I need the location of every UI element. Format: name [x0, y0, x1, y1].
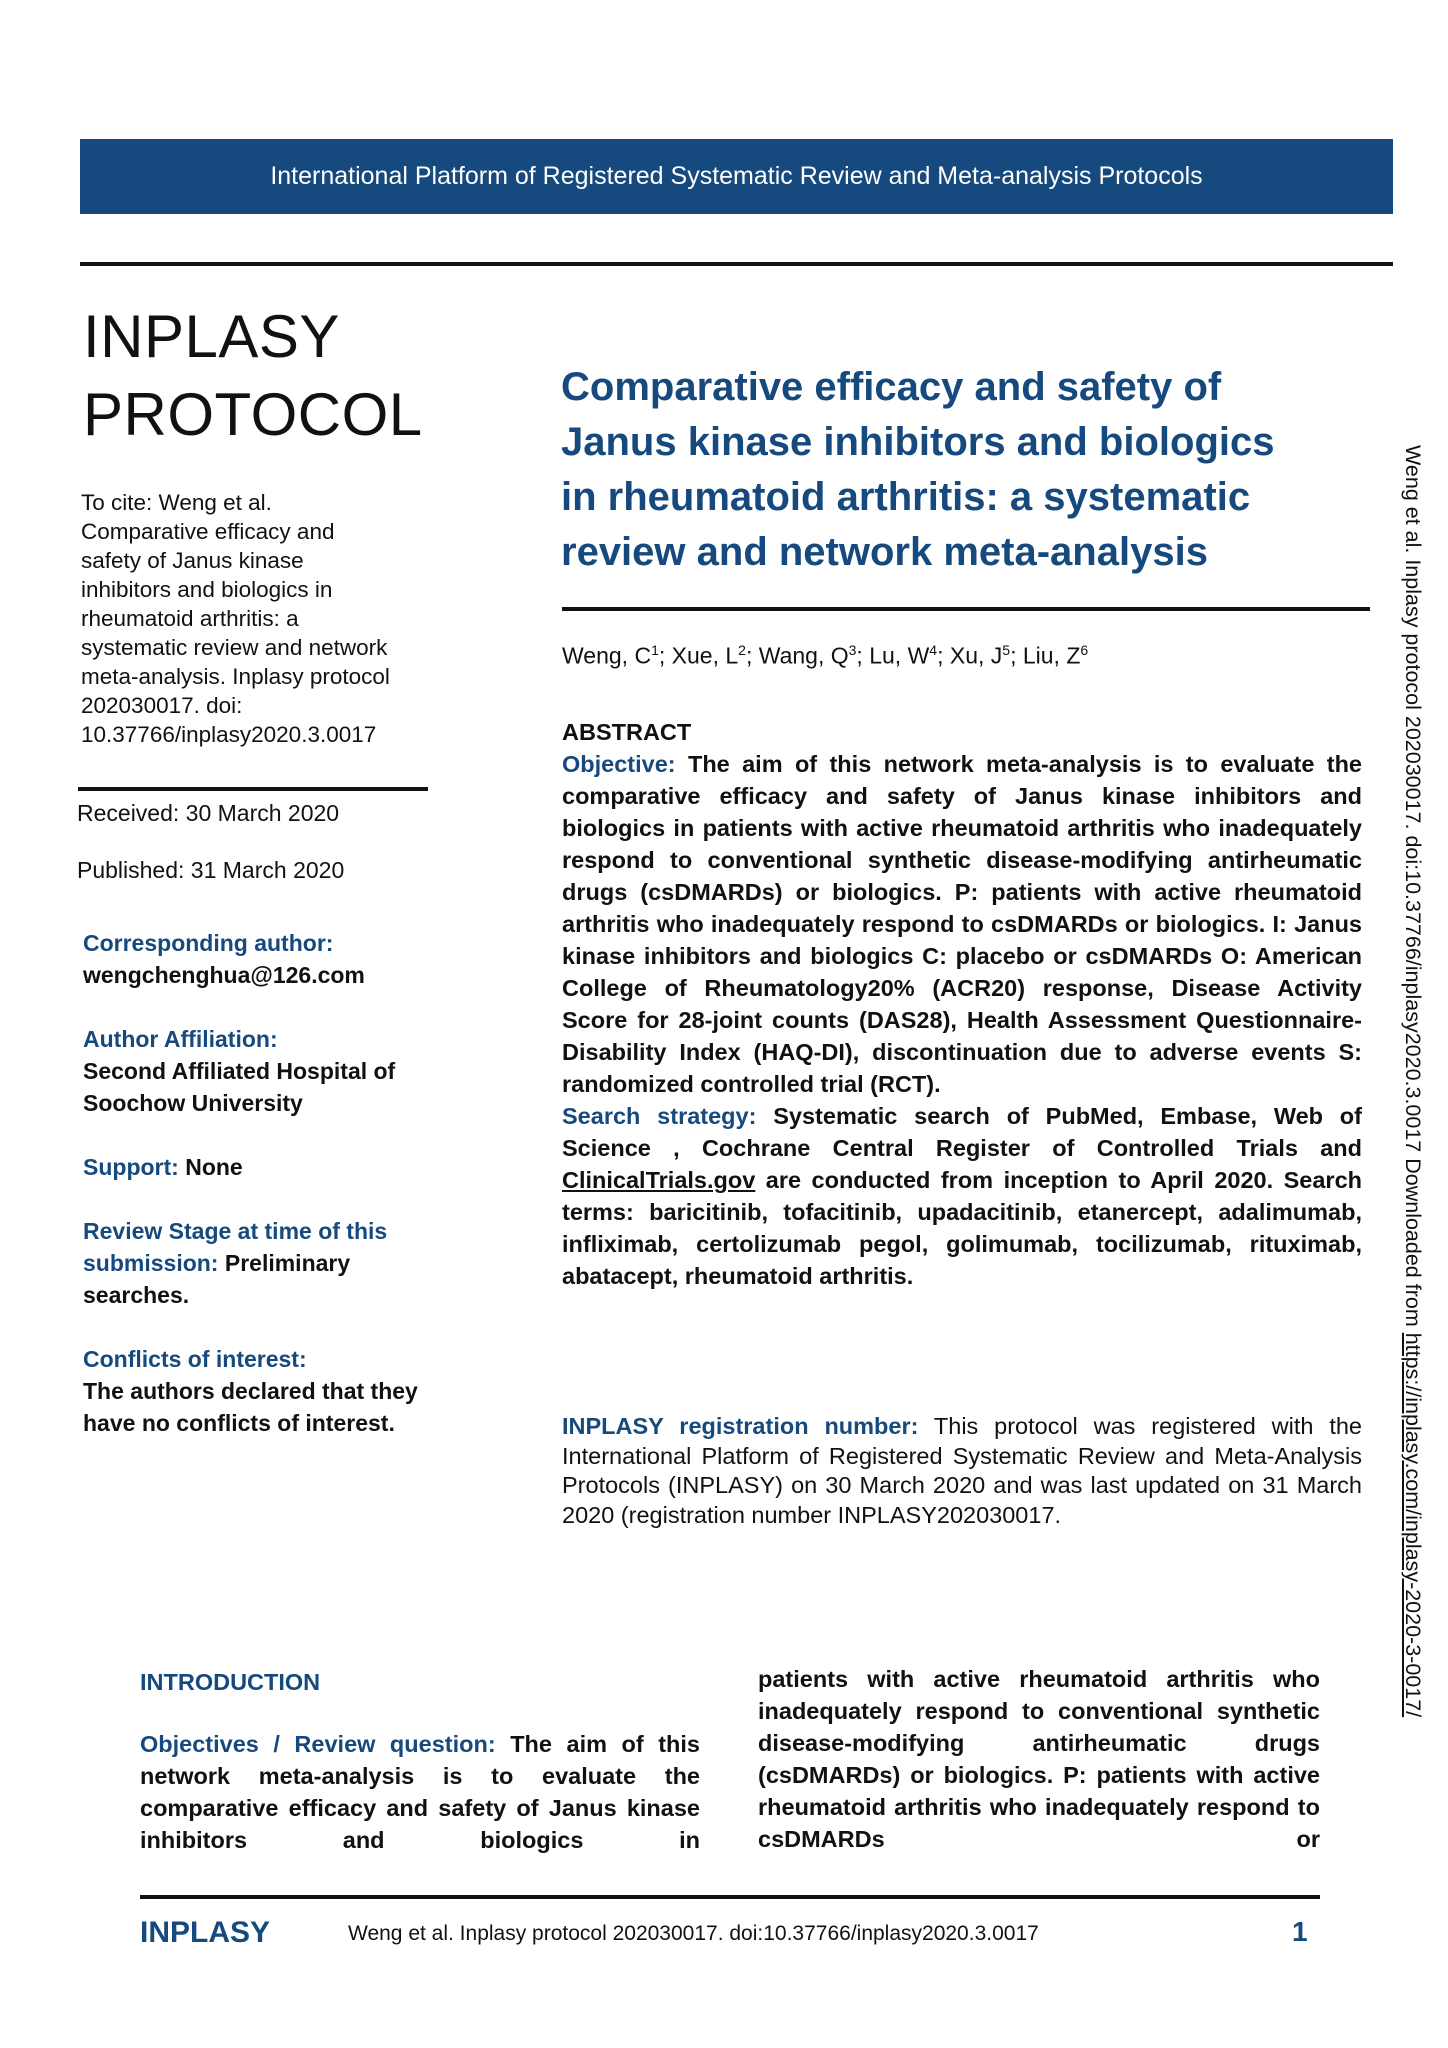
- introduction-heading: INTRODUCTION: [140, 1669, 321, 1695]
- conflicts-line2: have no conflicts of interest.: [83, 1410, 395, 1436]
- corresponding-author-email: wengchenghua@126.com: [83, 962, 365, 988]
- author-name: ; Xue, L: [658, 642, 739, 669]
- support-value: None: [178, 1154, 243, 1180]
- received-date: Received: 30 March 2020: [77, 800, 340, 826]
- objectives-text: The aim of this network meta-analysis is to evaluate the comparative efficacy and safety of Janus kinase inhibitors and biologics in: [140, 1731, 700, 1853]
- abstract: [562, 716, 1362, 1292]
- objective-text: The aim of this network meta-analysis is to evaluate the comparative efficacy and safety of Janus kinase inhibitors and biologics in patients with active rheumatoid arthritis who inadequately respond to conventional synthetic disease-modifying antirheumatic drugs (csDMARDs) or biologics. P: patients with active rheumatoid arthritis who inadequately respond to csDMARDs or biologics. I: Janus kinase inhibitors and biologics C: placebo or csDMARDs O: American College of Rheumatology20% (ACR20) response, Disease Activity Score for 28-joint counts (DAS28), Health Assessment Questionnaire-Disability Index (HAQ-DI), discontinuation due to adverse events S: randomized controlled trial (RCT).: [562, 751, 1362, 1097]
- protocol-heading: [83, 298, 423, 454]
- author-affiliation-number: 2: [738, 642, 746, 658]
- review-stage-value: Preliminary: [218, 1250, 351, 1276]
- introduction-left-column: [140, 1666, 700, 1856]
- support-label: Support:: [83, 1154, 179, 1180]
- citation-line: Comparative efficacy and: [81, 519, 335, 544]
- citation-line: 10.37766/inplasy2020.3.0017: [81, 722, 377, 747]
- citation-line: safety of Janus kinase: [81, 548, 304, 573]
- author-affiliation-number: 5: [1002, 642, 1011, 658]
- support-block: [83, 1151, 483, 1183]
- download-watermark: [1400, 445, 1425, 1717]
- author-affiliation-number: 3: [848, 642, 857, 658]
- footer-rule: [140, 1895, 1320, 1899]
- conflicts-label: Conflicts of interest:: [83, 1346, 307, 1372]
- author-name: ; Xu, J: [937, 642, 1003, 669]
- paper-title-line: Janus kinase inhibitors and biologics: [561, 420, 1275, 464]
- author-name: ; Liu, Z: [1010, 642, 1081, 669]
- paper-title-line: review and network meta-analysis: [561, 530, 1208, 574]
- footer-citation: Weng et al. Inplasy protocol 202030017. doi:10.37766/inplasy2020.3.0017: [348, 1922, 1039, 1945]
- affiliation-line1: Second Affiliated Hospital of: [83, 1058, 396, 1084]
- author-name: ; Wang, Q: [745, 642, 849, 669]
- footer-brand: INPLASY: [140, 1916, 271, 1949]
- registration-block: [562, 1412, 1362, 1530]
- paper-title-line: in rheumatoid arthritis: a systematic: [561, 475, 1251, 519]
- published-date: Published: 31 March 2020: [77, 857, 345, 883]
- corresponding-author-label: Corresponding author:: [83, 930, 334, 956]
- registration-label: INPLASY registration number:: [562, 1413, 919, 1439]
- corresponding-author-block: [83, 927, 483, 991]
- abstract-heading: ABSTRACT: [562, 719, 692, 745]
- objective-label: Objective:: [562, 751, 676, 777]
- author-list: [562, 642, 1088, 670]
- search-strategy-text-2: are conducted from inception to April 2020. Search terms: baricitinib, tofacitinib, upadacitinib, etanercept, adalimumab, infliximab, certolizumab pegol, golimumab, tocilizumab, rituximab, abatacept, rheumatoid arthritis.: [562, 1167, 1362, 1289]
- author-name: Weng, C: [562, 642, 652, 669]
- download-watermark-text: Weng et al. Inplasy protocol 202030017. doi:10.37766/inplasy2020.3.0017 Downloaded from: [1401, 445, 1425, 1333]
- protocol-heading-line1: INPLASY: [83, 303, 340, 370]
- paper-title-line: Comparative efficacy and safety of: [561, 365, 1222, 409]
- title-rule: [562, 607, 1370, 611]
- citation-line: 202030017. doi:: [81, 693, 243, 718]
- author-affiliation-number: 4: [929, 642, 938, 658]
- citation-block: [81, 488, 461, 749]
- affiliation-block: [83, 1023, 483, 1119]
- affiliation-line2: Soochow University: [83, 1090, 303, 1116]
- clinicaltrials-link[interactable]: ClinicalTrials.gov: [562, 1167, 756, 1193]
- author-name: ; Lu, W: [856, 642, 930, 669]
- author-affiliation-number: 1: [651, 642, 659, 658]
- protocol-heading-line2: PROTOCOL: [83, 381, 423, 448]
- citation-line: rheumatoid arthritis: a: [81, 606, 299, 631]
- conflicts-block: [83, 1343, 483, 1439]
- review-stage-block: [83, 1215, 483, 1311]
- citation-line: To cite: Weng et al.: [81, 490, 272, 515]
- download-link[interactable]: https://inplasy.com/inplasy-2020-3-0017/: [1401, 1332, 1425, 1718]
- objectives-label: Objectives / Review question:: [140, 1731, 496, 1757]
- header-rule: [80, 262, 1393, 266]
- search-strategy-label: Search strategy:: [562, 1103, 757, 1129]
- paper-title: [561, 360, 1361, 580]
- page-number: 1: [1292, 1916, 1308, 1947]
- affiliation-label: Author Affiliation:: [83, 1026, 278, 1052]
- citation-line: inhibitors and biologics in: [81, 577, 333, 602]
- review-stage-line3: searches.: [83, 1282, 190, 1308]
- review-stage-line1: Review Stage at time of this: [83, 1218, 388, 1244]
- citation-line: meta-analysis. Inplasy protocol: [81, 664, 390, 689]
- conflicts-line1: The authors declared that they: [83, 1378, 418, 1404]
- header-banner: International Platform of Registered Systematic Review and Meta-analysis Protocols: [80, 139, 1393, 214]
- search-strategy-text-1: Systematic search of PubMed, Embase, Web of Science , Cochrane Central Register of Controlled Trials and: [562, 1103, 1362, 1161]
- review-stage-label: submission:: [83, 1250, 219, 1276]
- introduction-right-column: patients with active rheumatoid arthritis who inadequately respond to conventional synthetic disease-modifying antirheumatic drugs (csDMARDs) or biologics. P: patients with active rheumatoid arthritis who inadequately respond to csDMARDs or: [758, 1666, 1320, 1852]
- citation-line: systematic review and network: [81, 635, 388, 660]
- citation-rule: [78, 787, 428, 791]
- author-affiliation-number: 6: [1080, 642, 1089, 658]
- registration-text: This protocol was registered with the International Platform of Registered Systematic Review and Meta-Analysis Protocols (INPLASY) on 30 March 2020 and was last updated on 31 March 2020 (registration number INPLASY202030017.: [562, 1413, 1363, 1528]
